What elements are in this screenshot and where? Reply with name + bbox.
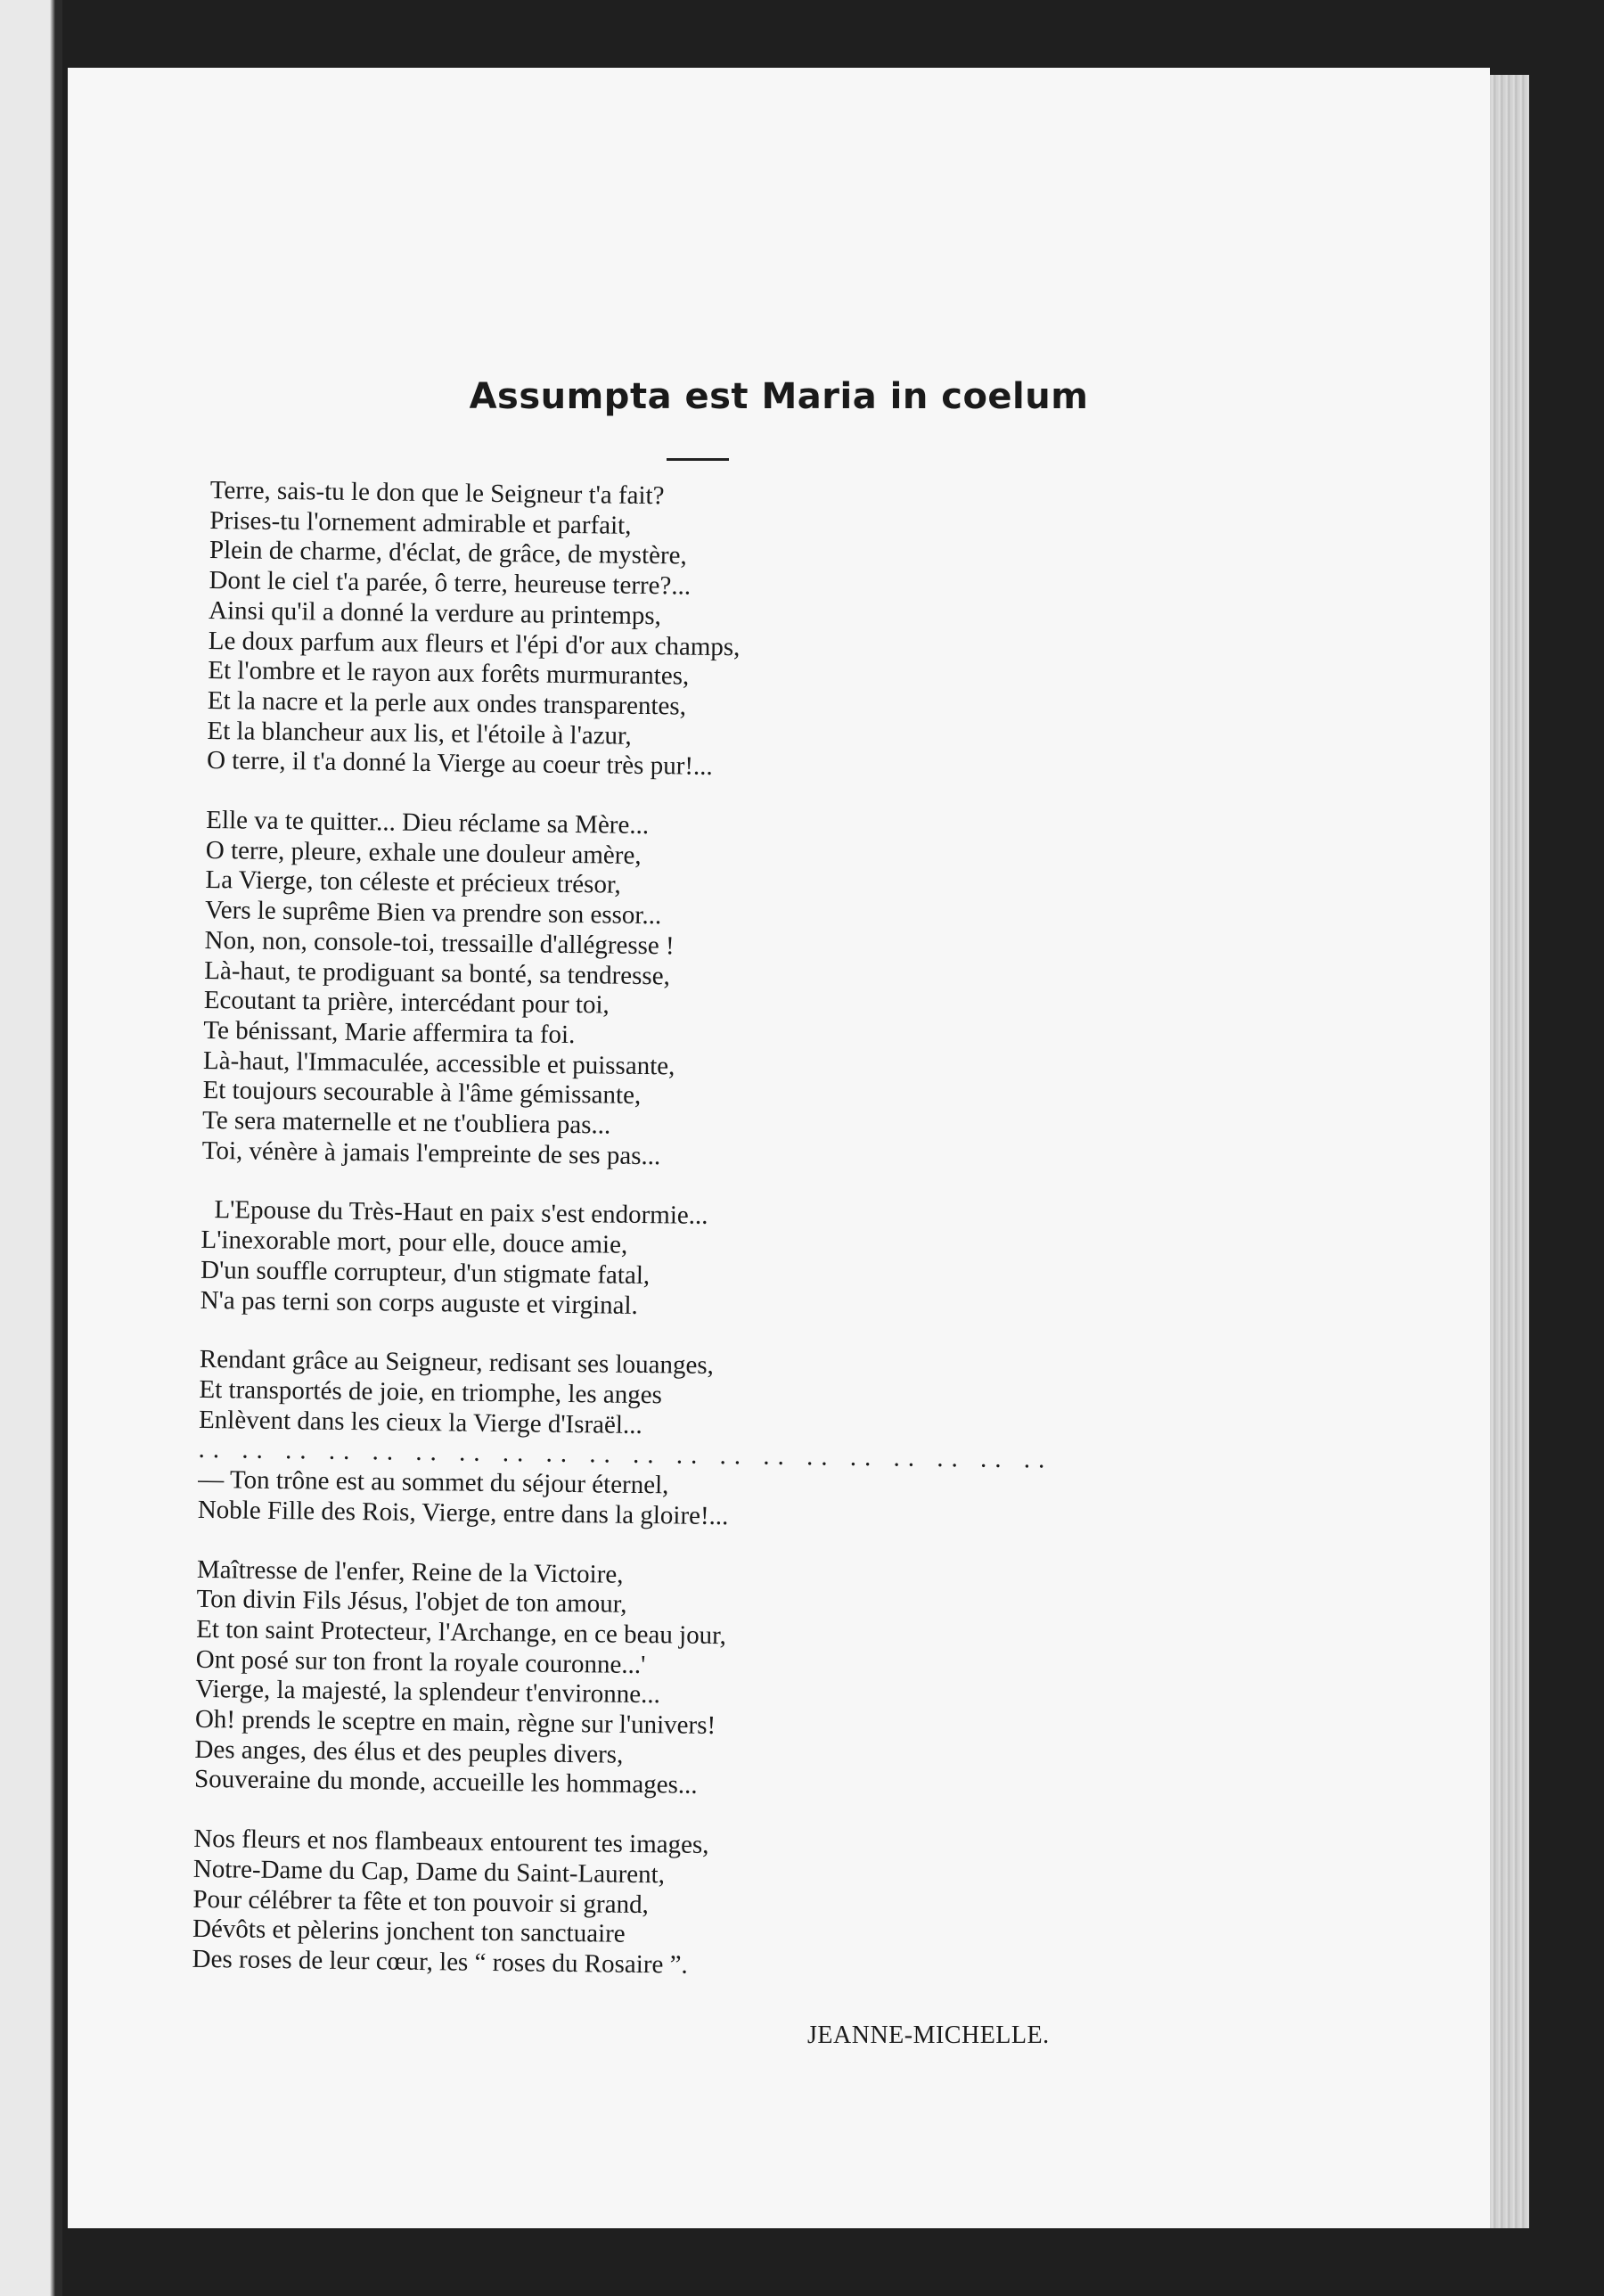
poem-line: Des roses de leur cœur, les “ roses du Rosaire ”. bbox=[192, 1944, 688, 1980]
poem-line: D'un souffle corrupteur, d'un stigmate fatal, bbox=[200, 1255, 651, 1290]
poem-line: Non, non, console-toi, tressaille d'allégresse ! bbox=[204, 925, 675, 961]
poem-line: La Vierge, ton céleste et précieux trésor, bbox=[205, 865, 621, 900]
stanza bbox=[198, 1345, 1287, 1538]
poem-line: Elle va te quitter... Dieu réclame sa Mère... bbox=[206, 806, 650, 840]
poem-line: Et toujours secourable à l'âme gémissante, bbox=[202, 1076, 642, 1111]
poem-line: Nos fleurs et nos flambeaux entourent tes images, bbox=[193, 1824, 709, 1860]
poem-line: Te sera maternelle et ne t'oubliera pas... bbox=[201, 1106, 611, 1140]
poem-line: L'Epouse du Très-Haut en paix s'est endormie... bbox=[200, 1195, 708, 1231]
poem-line: Ont posé sur ton front la royale couronne...' bbox=[195, 1644, 646, 1679]
poem-line: Et la nacre et la perle aux ondes transparentes, bbox=[207, 685, 687, 721]
poem-line: O terre, il t'a donné la Vierge au coeur très pur!... bbox=[206, 746, 713, 782]
poem-line: Et la blancheur aux lis, et l'étoile à l'azur, bbox=[207, 716, 632, 750]
poem-line: Terre, sais-tu le don que le Seigneur t'a fait? bbox=[209, 476, 665, 511]
stanza bbox=[194, 1554, 1284, 1808]
poem-line: Ecoutant ta prière, intercédant pour toi, bbox=[203, 986, 610, 1020]
poem-line: Prises-tu l'ornement admirable et parfait, bbox=[209, 505, 632, 540]
poem-line: Et transportés de joie, en triomphe, les anges bbox=[199, 1374, 663, 1410]
poem-line: Là-haut, l'Immaculée, accessible et puissante, bbox=[202, 1046, 675, 1081]
poem-line: Souveraine du monde, accueille les hommages... bbox=[193, 1765, 698, 1800]
poem-line: Oh! prends le sceptre en main, règne sur l'univers! bbox=[194, 1704, 716, 1741]
poem-line: Notre-Dame du Cap, Dame du Saint-Laurent, bbox=[192, 1854, 666, 1890]
title-divider bbox=[667, 458, 729, 461]
poem-line: Enlèvent dans les cieux la Vierge d'Israël... bbox=[198, 1405, 642, 1439]
stanza bbox=[200, 1195, 1289, 1329]
poem-title: Assumpta est Maria in coelum bbox=[469, 376, 1089, 417]
poem-line: O terre, pleure, exhale une douleur amère, bbox=[205, 835, 642, 870]
ellipsis-line: .. .. .. .. .. .. .. .. .. .. .. .. .. .. .. .. .. .. .. .. bbox=[198, 1435, 1053, 1475]
poem-line: Et l'ombre et le rayon aux forêts murmurantes, bbox=[208, 656, 690, 691]
poem-line: — Ton trône est au sommet du séjour éternel, bbox=[198, 1465, 669, 1500]
stanza bbox=[192, 1824, 1281, 1988]
poem-line: Dévôts et pèlerins jonchent ton sanctuaire bbox=[192, 1915, 626, 1949]
poem-line: Dont le ciel t'a parée, ô terre, heureuse terre?... bbox=[209, 566, 692, 601]
poem-line: Vierge, la majesté, la splendeur t'environne... bbox=[195, 1675, 661, 1710]
poem-line: Noble Fille des Rois, Vierge, entre dans la gloire!... bbox=[197, 1495, 729, 1530]
poem-line: Des anges, des élus et des peuples divers, bbox=[194, 1734, 624, 1769]
poem-line: Ainsi qu'il a donné la verdure au printemps, bbox=[208, 595, 662, 631]
author-signature: JEANNE-MICHELLE. bbox=[807, 2021, 1050, 2049]
poem-line: Pour célébrer ta fête et ton pouvoir si grand, bbox=[192, 1884, 650, 1919]
poem-line: L'inexorable mort, pour elle, douce amie, bbox=[200, 1226, 628, 1259]
poem-line: Le doux parfum aux fleurs et l'épi d'or aux champs, bbox=[208, 626, 741, 661]
poem-body bbox=[192, 476, 1297, 2017]
poem-line: Rendant grâce au Seigneur, redisant ses louanges, bbox=[199, 1345, 715, 1381]
stanza bbox=[202, 806, 1294, 1179]
poem-line: Te bénissant, Marie affermira ta foi. bbox=[203, 1015, 576, 1049]
poem-line: Toi, vénère à jamais l'empreinte de ses pas... bbox=[201, 1136, 661, 1170]
poem-line: Et ton saint Protecteur, l'Archange, en ce beau jour, bbox=[195, 1614, 727, 1651]
stanza bbox=[207, 476, 1297, 790]
poem-line: Plein de charme, d'éclat, de grâce, de mystère, bbox=[209, 536, 687, 570]
book-left-edge bbox=[0, 0, 62, 2296]
poem-line: Maîtresse de l'enfer, Reine de la Victoire, bbox=[196, 1554, 624, 1589]
poem-line: Là-haut, te prodiguant sa bonté, sa tendresse, bbox=[204, 955, 671, 990]
poem-line: Ton divin Fils Jésus, l'objet de ton amour, bbox=[196, 1585, 627, 1620]
poem-line: Vers le suprême Bien va prendre son essor... bbox=[204, 896, 662, 931]
book-page bbox=[68, 68, 1490, 2228]
poem-line: N'a pas terni son corps auguste et virginal. bbox=[200, 1285, 639, 1320]
